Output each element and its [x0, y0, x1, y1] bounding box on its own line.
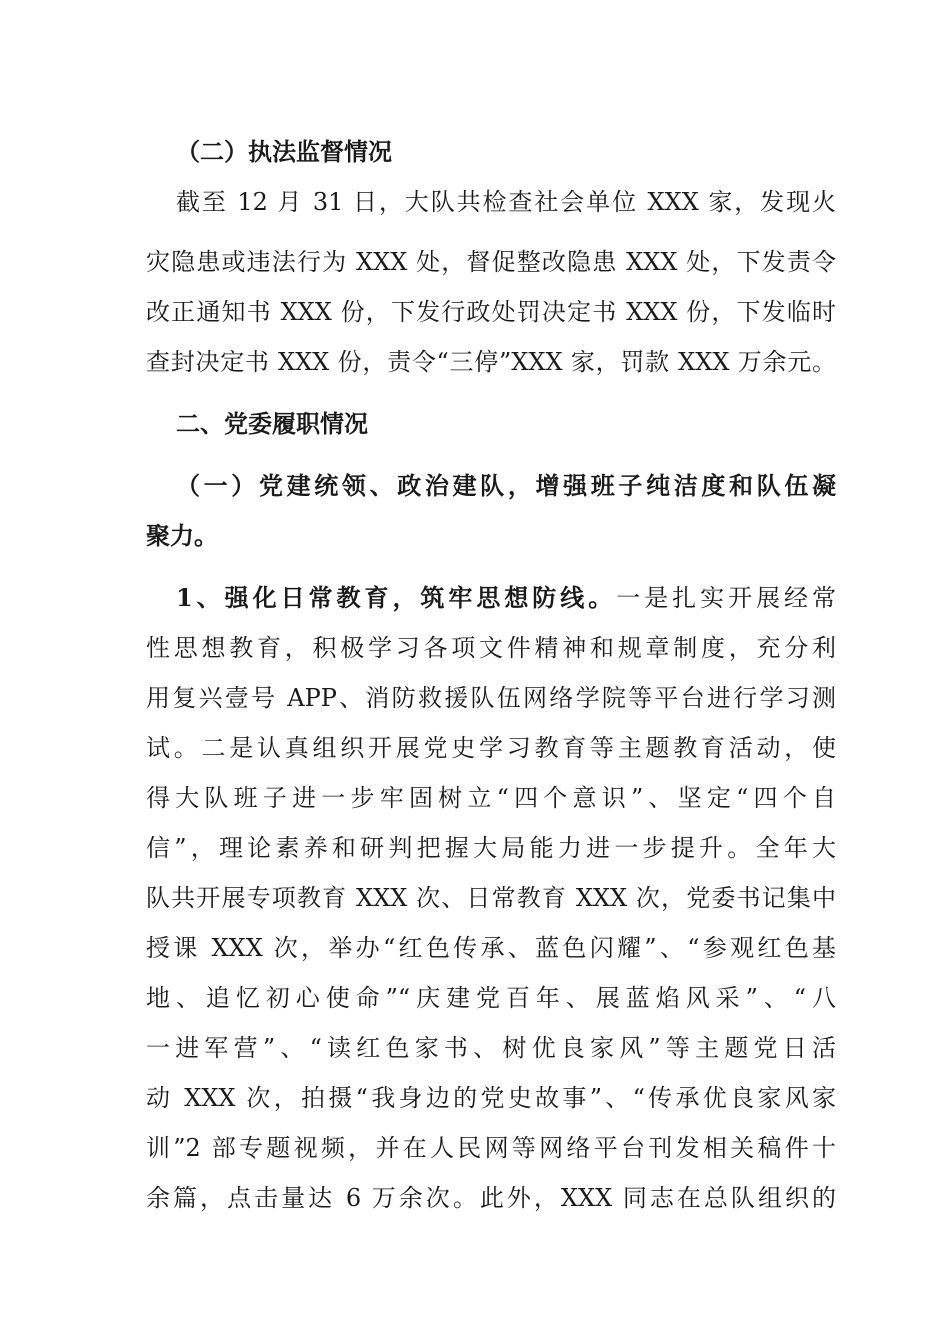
- paragraph-line: 用复兴壹号 APP、消防救援队伍网络学院等平台进行学习测: [146, 684, 836, 712]
- subsection-heading: 聚力。: [146, 521, 218, 550]
- paragraph-line: 灾隐患或违法行为 XXX 处，督促整改隐患 XXX 处，下发责令: [146, 248, 836, 276]
- item-lead: 1、强化日常教育，筑牢思想防线。: [176, 583, 617, 612]
- paragraph-line: 信”，理论素养和研判把握大局能力进一步提升。全年大: [146, 834, 836, 862]
- paragraph-line: 截至 12 月 31 日，大队共检查社会单位 XXX 家，发现火: [176, 188, 836, 216]
- section-heading-party-duties: 二、党委履职情况: [176, 409, 368, 438]
- paragraph-line: 授课 XXX 次，举办“红色传承、蓝色闪耀”、“参观红色基: [146, 934, 836, 962]
- item-text: 一是扎实开展经常: [616, 584, 836, 612]
- paragraph-line: 得大队班子进一步牢固树立“四个意识”、坚定“四个自: [146, 784, 836, 812]
- paragraph-line: 训”2 部专题视频，并在人民网等网络平台刊发相关稿件十: [146, 1134, 836, 1162]
- paragraph-line: 改正通知书 XXX 份，下发行政处罚决定书 XXX 份，下发临时: [146, 298, 836, 326]
- paragraph-line: 余篇，点击量达 6 万余次。此外，XXX 同志在总队组织的: [146, 1184, 836, 1212]
- paragraph-line: 动 XXX 次，拍摄“我身边的党史故事”、“传承优良家风家: [146, 1084, 836, 1112]
- paragraph-line: 地、追忆初心使命”“庆建党百年、展蓝焰风采”、“八: [146, 984, 836, 1012]
- paragraph-line: 试。二是认真组织开展党史学习教育等主题教育活动，使: [146, 734, 836, 762]
- paragraph-line: [176, 582, 836, 614]
- paragraph-line: 查封决定书 XXX 份，责令“三停”XXX 家，罚款 XXX 万余元。: [146, 348, 836, 376]
- section-heading-enforcement: （二）执法监督情况: [176, 137, 392, 166]
- paragraph-line: 队共开展专项教育 XXX 次、日常教育 XXX 次，党委书记集中: [146, 884, 836, 912]
- paragraph-line: 性思想教育，积极学习各项文件精神和规章制度，充分利: [146, 634, 836, 662]
- paragraph-line: 一进军营”、“读红色家书、树优良家风”等主题党日活: [146, 1034, 836, 1062]
- subsection-heading: （一）党建统领、政治建队，增强班子纯洁度和队伍凝: [176, 471, 836, 500]
